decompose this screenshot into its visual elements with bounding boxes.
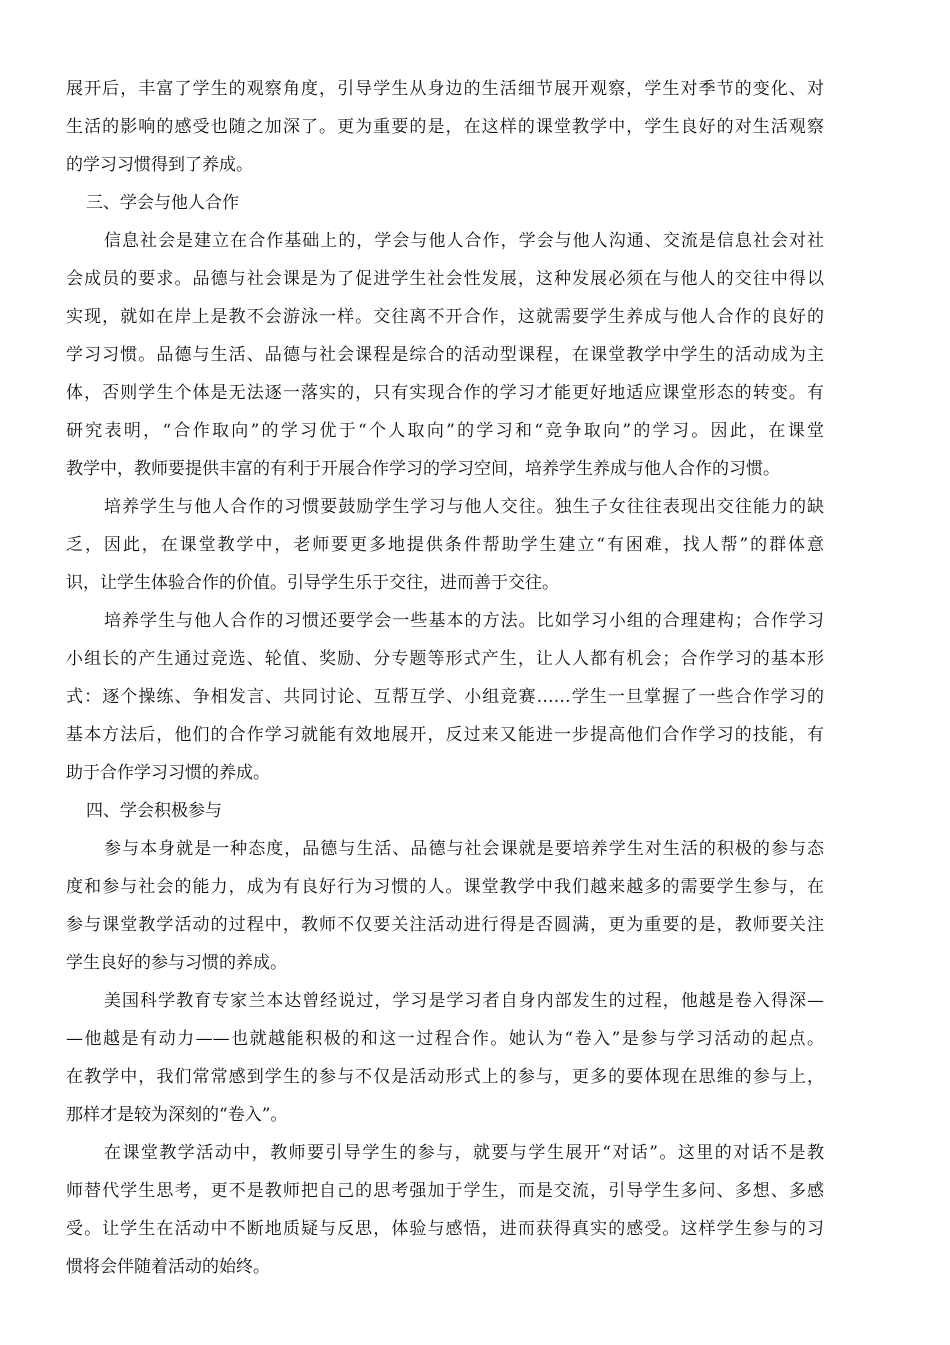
text-line: 助于合作学习习惯的养成。: [66, 763, 270, 783]
paragraph-first-line: 信息社会是建立在合作基础上的，学会与他人合作，学会与他人沟通、交流是信息社会对社: [104, 231, 824, 251]
text-line: 在教学中，我们常常感到学生的参与不仅是活动形式上的参与，更多的要体现在思维的参与上，: [66, 1067, 824, 1087]
text-line: 教学中，教师要提供丰富的有利于开展合作学习的学习空间，培养学生养成与他人合作的习惯。: [66, 459, 780, 479]
paragraph-first-line: 培养学生与他人合作的习惯还要学会一些基本的方法。比如学习小组的合理建构；合作学习: [104, 611, 824, 631]
text-line: 式：逐个操练、争相发言、共同讨论、互帮互学、小组竞赛……学生一旦掌握了一些合作学习的: [66, 687, 824, 707]
text-line: 度和参与社会的能力，成为有良好行为习惯的人。课堂教学中我们越来越多的需要学生参与，在: [66, 877, 824, 897]
text-line: 的学习习惯得到了养成。: [66, 155, 253, 175]
section-heading-4: 四、学会积极参与: [86, 801, 222, 821]
text-line: 学生良好的参与习惯的养成。: [66, 953, 287, 973]
paragraph-first-line: 参与本身就是一种态度，品德与生活、品德与社会课就是要培养学生对生活的积极的参与态: [104, 839, 824, 859]
text-line: 师替代学生思考，更不是教师把自己的思考强加于学生，而是交流，引导学生多问、多想、多感: [66, 1181, 824, 1201]
text-line: 会成员的要求。品德与社会课是为了促进学生社会性发展，这种发展必须在与他人的交往中得以: [66, 269, 824, 289]
text-line: 乏，因此，在课堂教学中，老师要更多地提供条件帮助学生建立“有困难，找人帮”的群体意: [66, 535, 824, 555]
text-line: 研究表明，“合作取向”的学习优于“个人取向”的学习和“竞争取向”的学习。因此，在课堂: [66, 421, 824, 441]
text-line: 体，否则学生个体是无法逐一落实的，只有实现合作的学习才能更好地适应课堂形态的转变。有: [66, 383, 824, 403]
text-line: 识，让学生体验合作的价值。引导学生乐于交往，进而善于交往。: [66, 573, 559, 593]
paragraph-first-line: 在课堂教学活动中，教师要引导学生的参与，就要与学生展开“对话”。这里的对话不是教: [104, 1143, 824, 1163]
text-line: 学习习惯。品德与生活、品德与社会课程是综合的活动型课程，在课堂教学中学生的活动成为主: [66, 345, 824, 365]
text-line: 参与课堂教学活动的过程中，教师不仅要关注活动进行得是否圆满，更为重要的是，教师要关注: [66, 915, 824, 935]
text-line: 惯将会伴随着活动的始终。: [66, 1257, 270, 1277]
text-line: —他越是有动力——也就越能积极的和这一过程合作。她认为“卷入”是参与学习活动的起点。: [66, 1029, 824, 1049]
section-heading-3: 三、学会与他人合作: [86, 193, 239, 213]
text-line: 小组长的产生通过竞选、轮值、奖励、分专题等形式产生，让人人都有机会；合作学习的基本形: [66, 649, 824, 669]
text-line: 受。让学生在活动中不断地质疑与反思，体验与感悟，进而获得真实的感受。这样学生参与的习: [66, 1219, 824, 1239]
paragraph-first-line: 美国科学教育专家兰本达曾经说过，学习是学习者自身内部发生的过程，他越是卷入得深—: [104, 991, 824, 1011]
text-line: 实现，就如在岸上是教不会游泳一样。交往离不开合作，这就需要学生养成与他人合作的良好的: [66, 307, 824, 327]
paragraph-first-line: 培养学生与他人合作的习惯要鼓励学生学习与他人交往。独生子女往往表现出交往能力的缺: [104, 497, 824, 517]
text-line: 生活的影响的感受也随之加深了。更为重要的是，在这样的课堂教学中，学生良好的对生活观察: [66, 117, 824, 137]
text-line: 那样才是较为深刻的“卷入”。: [66, 1105, 288, 1125]
text-line: 展开后，丰富了学生的观察角度，引导学生从身边的生活细节展开观察，学生对季节的变化、对: [66, 79, 824, 99]
text-line: 基本方法后，他们的合作学习就能有效地展开，反过来又能进一步提高他们合作学习的技能，有: [66, 725, 824, 745]
